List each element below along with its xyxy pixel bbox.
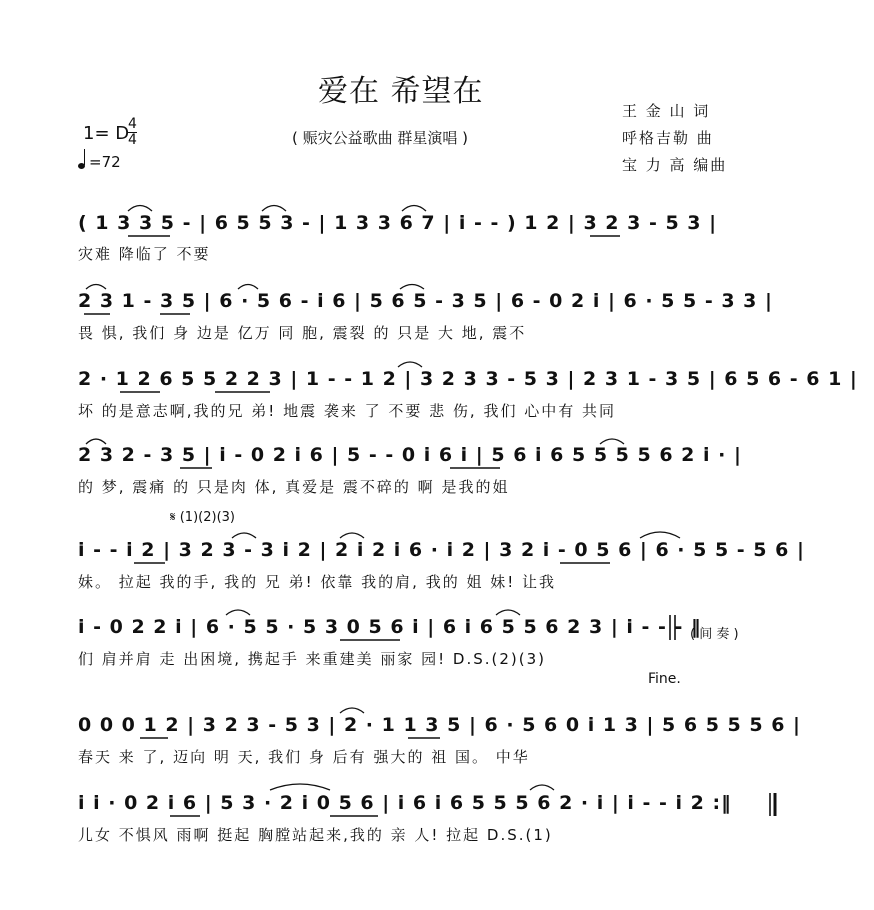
notation-row: i - 0 2 2 i | 6 · 5 5 · 5 3 0 5 6 i | 6 i 6 5 5 6 2 3 | i - - - ‖: [78, 616, 702, 638]
lyric-row: 坏 的是意志啊,我的兄 弟! 地震 袭来 了 不要 悲 伤, 我们 心中有 共同: [78, 402, 617, 420]
time-top: 4: [128, 116, 137, 132]
lyric-row: 儿女 不惧风 雨啊 挺起 胸膛站起来,我的 亲 人! 拉起 D.S.(1): [78, 826, 553, 844]
notation-row: i i · 0 2 i 6 | 5 3 · 2 i 0 5 6 | i 6 i 6 5 5 5 6 2 · i | i - - i 2 :‖: [78, 792, 732, 814]
notation-row: i - - i 2 | 3 2 3 - 3 i 2 | 2 i 2 i 6 · i 2 | 3 2 i - 0 5 6 | 6 · 5 5 - 5 6 |: [78, 539, 805, 561]
song-subtitle: ( 赈灾公益歌曲 群星演唱 ): [292, 129, 469, 147]
lyric-row: 妹。 拉起 我的手, 我的 兄 弟! 依靠 我的肩, 我的 姐 妹! 让我: [78, 573, 557, 591]
interlude-label: ( 间 奏 ): [690, 627, 739, 642]
fine-label: Fine.: [648, 671, 681, 687]
lyricist-credit: 王 金 山 词: [622, 102, 711, 120]
composer-credit: 呼格吉勒 曲: [622, 129, 714, 147]
segno-icon: 𝄋: [170, 510, 176, 525]
song-title: 爱在 希望在: [318, 74, 484, 109]
lyric-row: 畏 惧, 我们 身 边是 亿万 同 胞, 震裂 的 只是 大 地, 震不: [78, 324, 527, 342]
segno-numbers: (1)(2)(3): [179, 510, 235, 525]
tempo-value: =72: [89, 153, 121, 171]
lyric-row: 春天 来 了, 迈向 明 天, 我们 身 后有 强大的 祖 国。 中华: [78, 748, 530, 766]
lyric-row: 的 梦, 震痛 的 只是肉 体, 真爱是 震不碎的 啊 是我的姐: [78, 478, 510, 496]
notation-row: 2 3 2 - 3 5 | i - 0 2 i 6 | 5 - - 0 i 6 i | 5 6 i 6 5 5 5 5 6 2 i · |: [78, 444, 742, 466]
notation-row: 0 0 0 1 2 | 3 2 3 - 5 3 | 2 · 1 1 3 5 | 6 · 5 6 0 i 1 3 | 5 6 5 5 5 6 |: [78, 714, 801, 736]
lyric-row: 灾难 降临了 不要: [78, 245, 211, 263]
notation-row: ( 1 3 3 5 - | 6 5 5 3 - | 1 3 3 6 7 | i - - ) 1 2 | 3 2 3 - 5 3 |: [78, 212, 718, 234]
notation-row: 2 · 1 2 6 5 5 2 2 3 | 1 - - 1 2 | 3 2 3 3 - 5 3 | 2 3 1 - 3 5 | 6 5 6 - 6 1 |: [78, 368, 858, 390]
lyric-row: 们 肩并肩 走 出困境, 携起手 来重建美 丽家 园! D.S.(2)(3): [78, 650, 547, 668]
key-signature: 1= D: [83, 123, 130, 144]
time-bottom: 4: [128, 132, 137, 148]
arranger-credit: 宝 力 高 编曲: [622, 156, 728, 174]
notation-row: 2 3 1 - 3 5 | 6 · 5 6 - i 6 | 5 6 5 - 3 5 | 6 - 0 2 i | 6 · 5 5 - 3 3 |: [78, 290, 773, 312]
